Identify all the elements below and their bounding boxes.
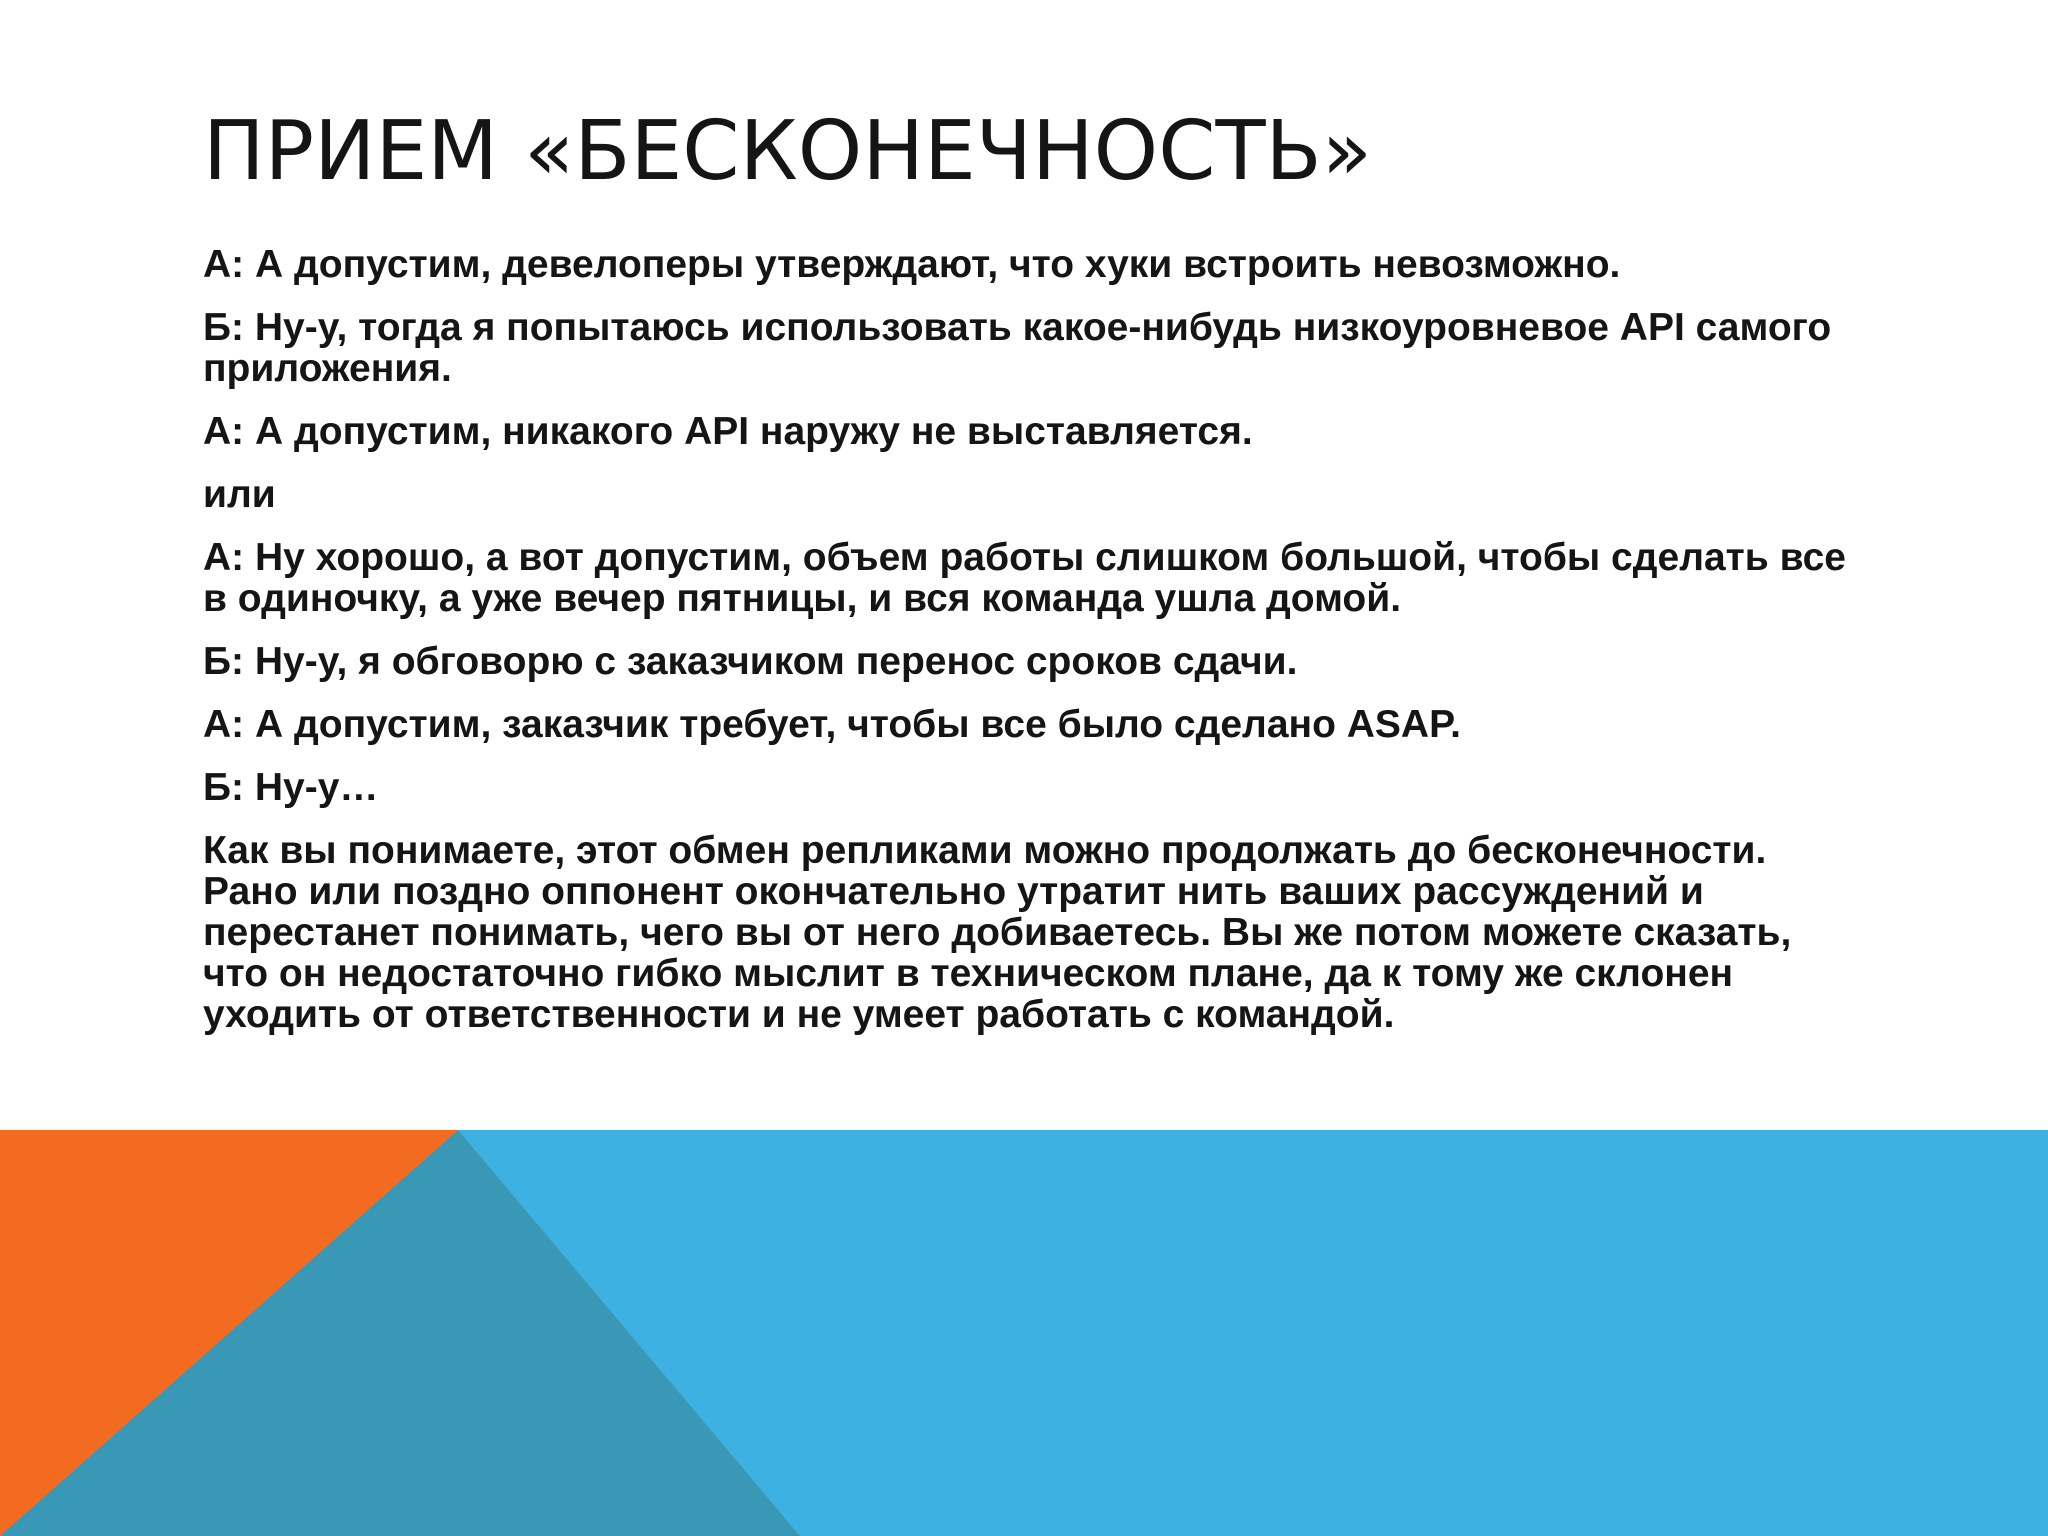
paragraph-line: Б: Ну-у… (203, 766, 379, 809)
paragraph-line: Б: Ну-у, тогда я попытаюсь использовать какое-нибудь низкоуровневое API самого приложения. (203, 306, 1832, 390)
slide-body (203, 244, 1863, 1057)
paragraph-line: А: А допустим, никакого API наружу не выставляется. (203, 410, 1253, 453)
paragraph-line: А: А допустим, заказчик требует, чтобы все было сделано ASAP. (203, 703, 1461, 746)
decorative-shapes (0, 1130, 2048, 1536)
slide-title: ПРИЕМ «БЕСКОНЕЧНОСТЬ» (203, 104, 1372, 199)
paragraph-line: А: Ну хорошо, а вот допустим, объем работы слишком большой, чтобы сделать все в одиночку, а уже вечер пятницы, и вся команда ушла домой. (203, 536, 1846, 620)
decorative-footer-band (0, 1130, 2048, 1536)
paragraph-conclusion: Как вы понимаете, этот обмен репликами можно продолжать до бесконечности. Рано или поздно оппонент окончательно утратит нить ваших рассуждений и перестанет понимать, чего вы от него добиваетесь. Вы же потом можете сказать, что он недостаточно гибко мыслит в техническом плане, да к тому же склонен уходить от ответственности и не умеет работать с командой. (203, 829, 1792, 1036)
paragraph-line: Б: Ну-у, я обговорю с заказчиком перенос сроков сдачи. (203, 640, 1298, 683)
paragraph-line: А: А допустим, девелоперы утверждают, что хуки встроить невозможно. (203, 243, 1621, 286)
paragraph-line: или (203, 473, 276, 516)
